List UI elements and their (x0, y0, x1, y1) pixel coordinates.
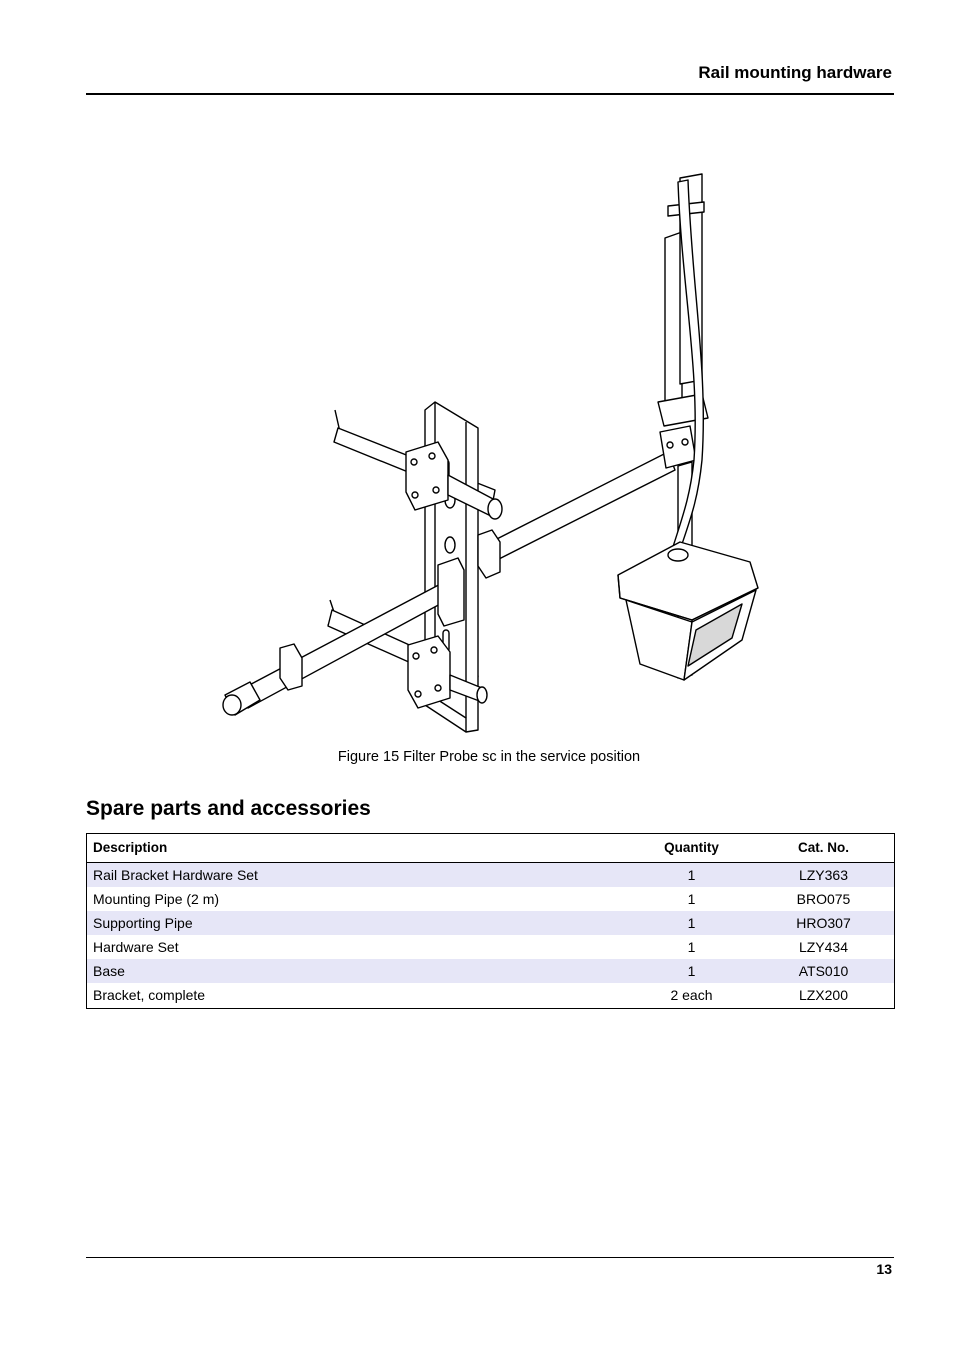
cell-cat-no: LZY434 (798, 939, 849, 955)
table-row (86, 959, 895, 983)
cell-cat-no: HRO307 (752, 911, 895, 935)
cell-description: Mounting Pipe (2 m) (93, 891, 220, 907)
table-row (86, 863, 895, 888)
spare-parts-table (86, 833, 895, 1007)
cell-description: Bracket, complete (93, 987, 206, 1003)
cell-cat-no: LZY363 (752, 863, 895, 888)
table-header-row (86, 833, 895, 863)
column-header-quantity: Quantity (631, 833, 752, 863)
table-row (86, 911, 895, 935)
cell-description: Supporting Pipe (86, 911, 631, 935)
cell-quantity: 2 each (670, 987, 713, 1003)
column-header-cat-no: Cat. No. (752, 833, 895, 863)
table-row (86, 983, 895, 1007)
page-header-title: Rail mounting hardware (698, 63, 892, 82)
column-header-description: Description (86, 833, 631, 863)
cell-cat-no: LZX200 (798, 987, 849, 1003)
figure-illustration (210, 170, 770, 740)
cell-quantity: 1 (631, 863, 752, 888)
cell-description: Hardware Set (93, 939, 179, 955)
page-number: 13 (876, 1261, 892, 1277)
header-divider (86, 93, 894, 95)
table-row (86, 935, 895, 959)
cell-description: Rail Bracket Hardware Set (86, 863, 631, 888)
footer-divider (86, 1257, 894, 1258)
table-row (86, 887, 895, 911)
cell-quantity: 1 (631, 911, 752, 935)
filter-probe-drawing (210, 170, 770, 740)
cell-description: Base (86, 959, 631, 983)
cell-quantity: 1 (687, 939, 696, 955)
figure-caption: Figure 15 Filter Probe sc in the service position (337, 749, 641, 765)
cell-cat-no: ATS010 (752, 959, 895, 983)
cell-quantity: 1 (687, 891, 696, 907)
section-heading: Spare parts and accessories (86, 797, 371, 820)
cell-quantity: 1 (631, 959, 752, 983)
cell-cat-no: BRO075 (796, 891, 851, 907)
